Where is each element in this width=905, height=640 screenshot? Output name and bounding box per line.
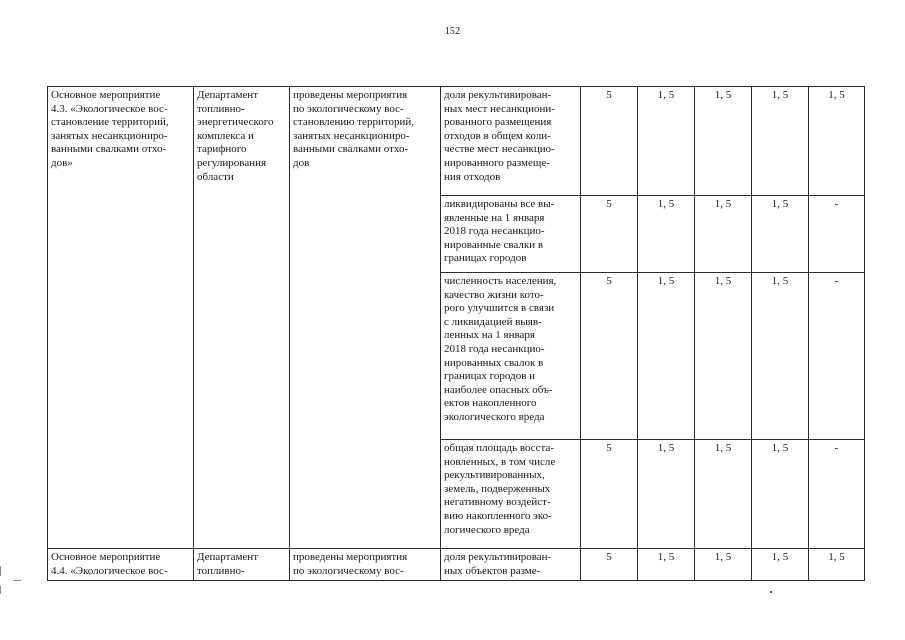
- value-cell: 1, 5: [809, 549, 865, 581]
- value-cell: 1, 5: [752, 273, 809, 440]
- value-cell: 5: [581, 196, 638, 273]
- value-cell: 1, 5: [752, 549, 809, 581]
- indicator-cell: численность населения, качество жизни кото- рого улучшится в связи с ликвидацией выяв- ленных на 1 января 2018 года несанкцио- нированных свалок в границах городов и наиболее опасных объ- ектов накопленного экологического вреда: [441, 273, 581, 440]
- scan-mark: [13, 580, 21, 581]
- executor-cell: Департамент топливно- энергетического комплекса и тарифного регулирования области: [194, 87, 290, 549]
- page-number: 152: [444, 26, 461, 37]
- value-cell: 1, 5: [695, 440, 752, 549]
- value-cell: 1, 5: [638, 549, 695, 581]
- indicator-cell: доля рекультивирован- ных мест несанкциони- рованного размещения отходов в общем коли- честве мест несанкцио- нированного размеще- ния отходов: [441, 87, 581, 196]
- value-cell: -: [809, 196, 865, 273]
- indicator-cell: ликвидированы все вы- явленные на 1 января 2018 года несанкцио- нированные свалки в границах городов: [441, 196, 581, 273]
- value-cell: -: [809, 273, 865, 440]
- scan-mark: [0, 566, 1, 576]
- value-cell: 5: [581, 273, 638, 440]
- value-cell: 1, 5: [752, 87, 809, 196]
- table-row: [48, 549, 865, 581]
- value-cell: 1, 5: [695, 196, 752, 273]
- event-cell: Основное мероприятие 4.3. «Экологическое вос- становление территорий, занятых несанкциониро- ванными свалками отхо- дов»: [48, 87, 194, 549]
- value-cell: 1, 5: [752, 196, 809, 273]
- value-cell: 1, 5: [638, 87, 695, 196]
- value-cell: 1, 5: [638, 440, 695, 549]
- indicator-cell: доля рекультивирован- ных объектов разме-: [441, 549, 581, 581]
- table-row: [48, 87, 865, 196]
- scan-mark: [0, 586, 1, 594]
- executor-cell: Департамент топливно-: [194, 549, 290, 581]
- value-cell: 1, 5: [752, 440, 809, 549]
- value-cell: 5: [581, 440, 638, 549]
- value-cell: 1, 5: [695, 273, 752, 440]
- indicator-cell: общая площадь восста- новленных, в том числе рекультивированных, земель, подверженных негативному воздейст- вию накопленного эко- логического вреда: [441, 440, 581, 549]
- value-cell: 1, 5: [695, 87, 752, 196]
- value-cell: 5: [581, 549, 638, 581]
- event-cell: Основное мероприятие 4.4. «Экологическое вос-: [48, 549, 194, 581]
- result-cell: проведены мероприятия по экологическому вос-: [290, 549, 441, 581]
- value-cell: -: [809, 440, 865, 549]
- value-cell: 1, 5: [638, 273, 695, 440]
- value-cell: 1, 5: [809, 87, 865, 196]
- value-cell: 1, 5: [695, 549, 752, 581]
- scan-mark: [770, 591, 772, 593]
- result-cell: проведены мероприятия по экологическому вос- становлению территорий, занятых несанкциониро- ванными свалками отхо- дов: [290, 87, 441, 549]
- value-cell: 5: [581, 87, 638, 196]
- measures-table: [47, 86, 865, 581]
- value-cell: 1, 5: [638, 196, 695, 273]
